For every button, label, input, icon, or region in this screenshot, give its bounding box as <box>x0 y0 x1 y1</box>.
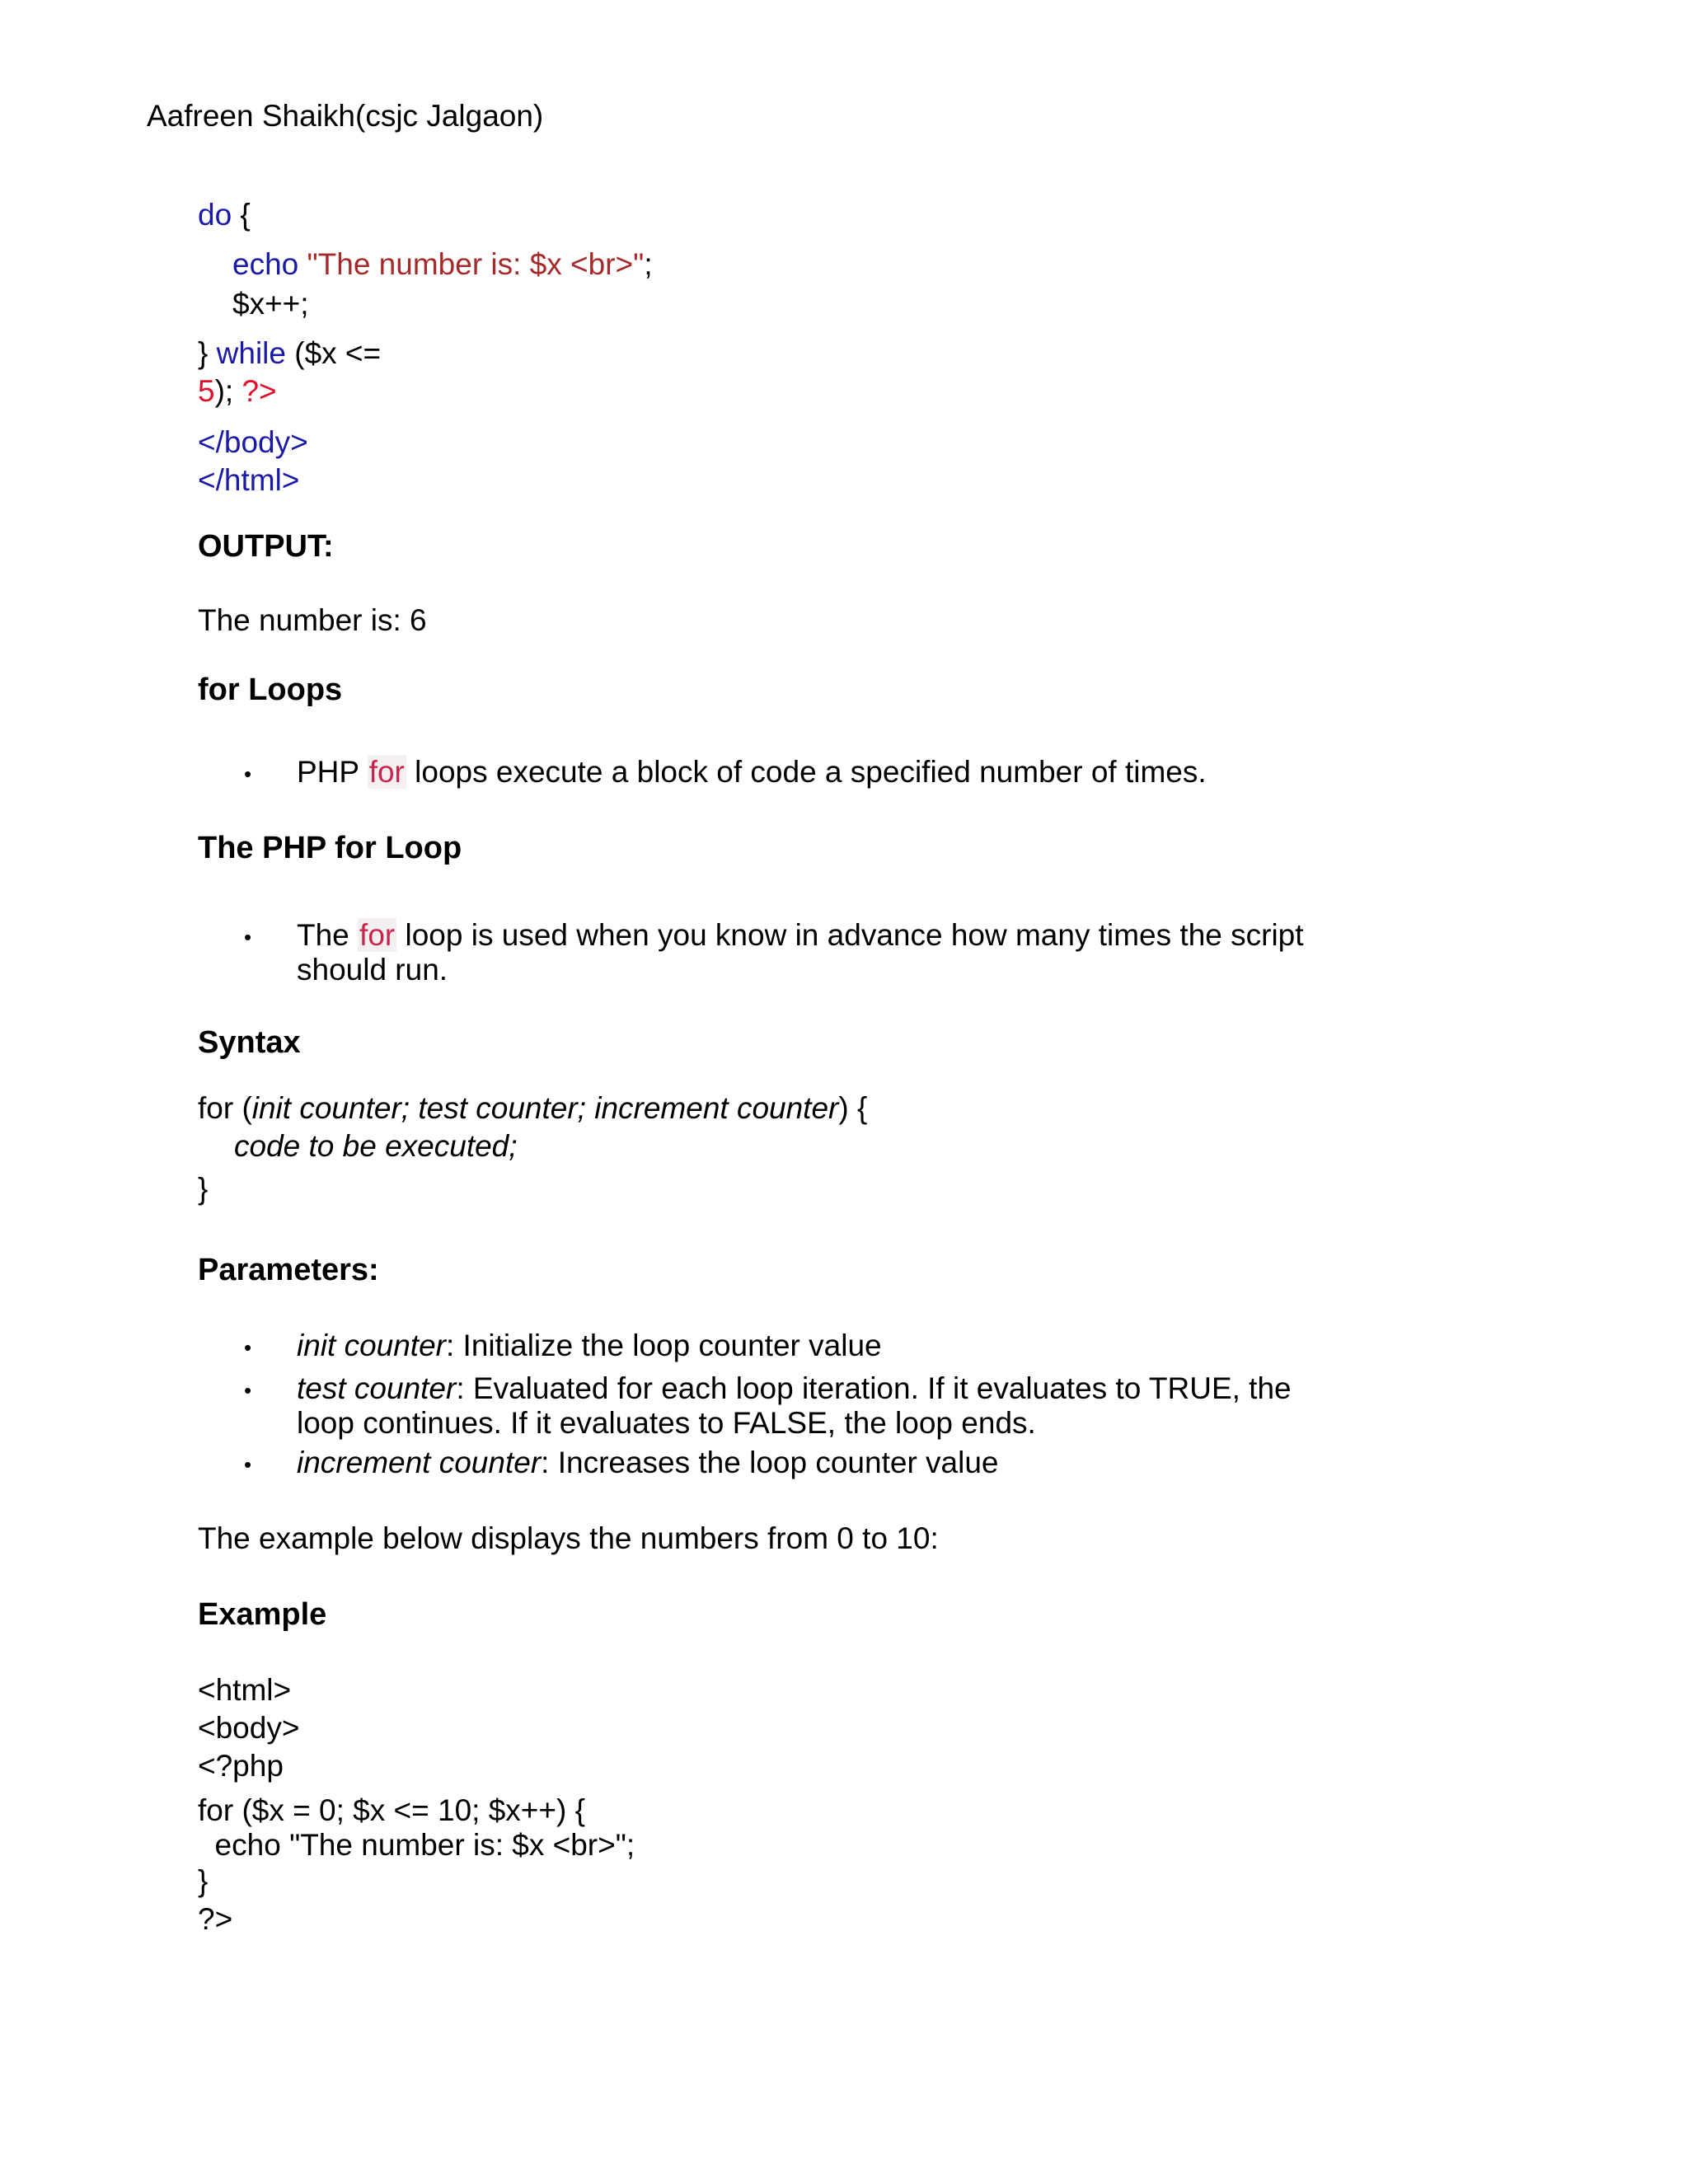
php-for-bullet-text <box>297 920 1304 950</box>
code-body-close: </body> <box>198 425 308 459</box>
for-loops-bullet-text <box>297 757 1207 787</box>
param-desc: : Increases the loop counter value <box>541 1446 999 1479</box>
for-loops-bullet-pre: PHP <box>297 755 368 789</box>
code-increment-line: $x++; <box>232 287 309 321</box>
php-for-bullet-line2: should run. <box>297 953 448 987</box>
for-keyword-highlight: for <box>368 755 405 789</box>
example-code-line: <?php <box>198 1749 284 1783</box>
code-html-close: </html> <box>198 463 300 497</box>
example-code-line: for ($x = 0; $x <= 10; $x++) { <box>198 1793 585 1827</box>
code-echo-string: "The number is: $x <br>" <box>298 247 645 281</box>
code-echo-line <box>232 249 653 279</box>
code-number-five: 5 <box>198 374 215 408</box>
syntax-line-1 <box>198 1093 867 1123</box>
syntax-line-2 <box>234 1131 518 1161</box>
bullet-icon: • <box>244 1378 252 1403</box>
example-heading: Example <box>198 1597 327 1632</box>
param-desc: : Evaluated for each loop iteration. If it evaluates to TRUE, the <box>456 1371 1292 1405</box>
page-header-author: Aafreen Shaikh(csjc Jalgaon) <box>147 99 544 133</box>
parameters-heading: Parameters: <box>198 1253 379 1287</box>
param-term: test counter <box>297 1371 457 1405</box>
for-keyword-highlight: for <box>359 918 396 952</box>
param-init-counter <box>297 1330 882 1361</box>
param-term: init counter <box>297 1329 446 1362</box>
param-term: increment counter <box>297 1446 542 1479</box>
syntax-heading: Syntax <box>198 1025 301 1060</box>
for-loops-bullet-post: loops execute a block of code a specified number of times. <box>406 755 1207 789</box>
param-increment-counter <box>297 1447 999 1478</box>
bullet-icon: • <box>244 762 252 786</box>
output-heading: OUTPUT: <box>198 529 334 564</box>
code-do-keyword: do <box>198 198 232 232</box>
example-intro: The example below displays the numbers from 0 to 10: <box>198 1521 939 1555</box>
code-paren-close: ); <box>214 374 242 408</box>
code-echo-keyword: echo <box>232 247 299 281</box>
code-while-condition: ($x <= <box>285 336 382 370</box>
bullet-icon: • <box>244 1335 252 1360</box>
php-for-bullet-pre: The <box>297 918 359 952</box>
code-while-keyword: while <box>216 336 286 370</box>
php-for-bullet-post: loop is used when you know in advance how many times the script <box>396 918 1304 952</box>
param-test-counter-line2: loop continues. If it evaluates to FALSE, the loop ends. <box>297 1406 1036 1440</box>
code-do-line <box>198 199 251 230</box>
syntax-for-open: for ( <box>198 1091 252 1125</box>
syntax-body: code to be executed; <box>234 1129 518 1163</box>
syntax-line-3: } <box>198 1172 209 1206</box>
syntax-params: init counter; test counter; increment counter <box>251 1091 839 1125</box>
code-close-brace: } <box>198 336 217 370</box>
example-code-line: ?> <box>198 1902 233 1936</box>
php-for-heading: The PHP for Loop <box>198 831 462 865</box>
bullet-icon: • <box>244 925 252 949</box>
param-test-counter <box>297 1373 1292 1404</box>
code-while-end-line <box>198 376 277 406</box>
example-code-line: <html> <box>198 1673 292 1707</box>
bullet-icon: • <box>244 1452 252 1477</box>
syntax-for-close: ) { <box>838 1091 868 1125</box>
output-text: The number is: 6 <box>198 603 427 637</box>
code-while-line <box>198 338 381 368</box>
example-code-line: } <box>198 1864 209 1898</box>
for-loops-heading: for Loops <box>198 673 343 707</box>
code-do-brace: { <box>232 198 251 232</box>
example-code-line: echo "The number is: $x <br>"; <box>198 1828 635 1862</box>
code-php-close: ?> <box>241 374 277 408</box>
code-echo-semicolon: ; <box>644 247 653 281</box>
param-desc: : Initialize the loop counter value <box>446 1329 882 1362</box>
example-code-line: <body> <box>198 1711 300 1745</box>
